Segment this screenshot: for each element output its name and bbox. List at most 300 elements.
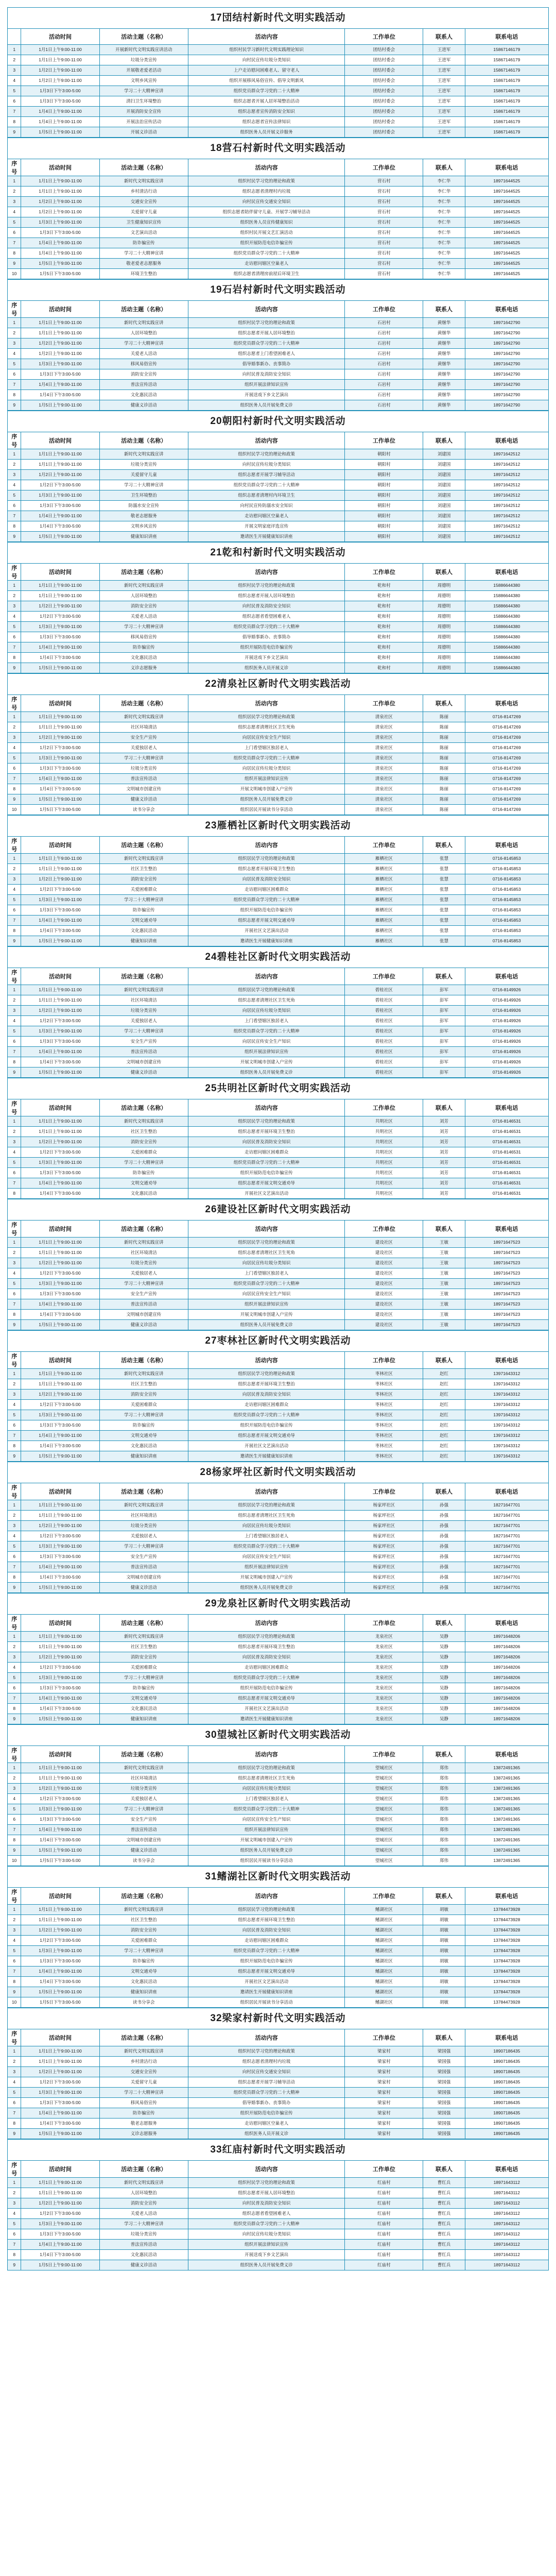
table-row <box>8 217 549 228</box>
cell-contact-person: 周德明 <box>423 663 465 673</box>
cell-activity-content: 向居民宣传垃圾分类知识 <box>188 1784 344 1794</box>
table-row <box>8 1441 549 1451</box>
cell-activity-time: 1月4日上午9:00-11:00 <box>21 107 99 117</box>
cell-row-number: 4 <box>8 1400 21 1410</box>
cell-work-unit: 鳍湖社区 <box>345 1987 423 1997</box>
cell-activity-content: 组织志愿者开展文明交通劝导 <box>188 1693 344 1704</box>
cell-row-number: 9 <box>8 259 21 269</box>
cell-activity-theme: 健康知识讲座 <box>99 936 188 946</box>
activity-section <box>7 1462 549 1593</box>
cell-work-unit: 鳍湖社区 <box>345 1905 423 1915</box>
cell-activity-time: 1月1日上午9:00-11:00 <box>21 176 99 187</box>
cell-contact-phone: 18971644525 <box>465 269 548 279</box>
cell-contact-phone: 0716-8145853 <box>465 854 548 864</box>
cell-activity-time: 1月3日上午9:00-11:00 <box>21 895 99 905</box>
cell-row-number: 2 <box>8 460 21 470</box>
cell-activity-time: 1月4日上午9:00-11:00 <box>21 1825 99 1835</box>
cell-activity-time: 1月4日上午9:00-11:00 <box>21 380 99 390</box>
cell-activity-theme: 学习二十大精神宣讲 <box>99 248 188 259</box>
cell-activity-time: 1月3日下午3:00-5:00 <box>21 96 99 107</box>
cell-row-number: 3 <box>8 733 21 743</box>
cell-activity-content: 组织居民学习党的理论和政策 <box>188 1369 344 1379</box>
cell-activity-theme: 关爱困难群众 <box>99 885 188 895</box>
column-header-work-unit: 工作单位 <box>345 695 423 712</box>
cell-work-unit: 碧桂社区 <box>345 995 423 1006</box>
cell-work-unit: 建设社区 <box>345 1320 423 1330</box>
cell-work-unit: 梁家村 <box>345 2046 423 2057</box>
cell-activity-content: 开展文明城市创建入户宣传 <box>188 1835 344 1845</box>
cell-work-unit: 龙泉社区 <box>345 1714 423 1724</box>
cell-work-unit: 乾和村 <box>345 591 423 601</box>
cell-contact-phone: 13784473928 <box>465 1915 548 1925</box>
column-header-activity-theme: 活动主题（名称） <box>99 1483 188 1500</box>
cell-activity-content: 向村民宣传垃圾分类知识 <box>188 55 344 65</box>
activity-table <box>7 1220 549 1330</box>
cell-activity-theme: 文化惠民活动 <box>99 1441 188 1451</box>
cell-work-unit: 碧桂社区 <box>345 985 423 995</box>
column-header-activity-theme: 活动主题（名称） <box>99 432 188 449</box>
cell-activity-content: 向居民普及消防安全知识 <box>188 874 344 885</box>
cell-activity-content: 组织居民学习党的理论和政策 <box>188 1116 344 1127</box>
cell-activity-theme: 健康义诊活动 <box>99 2260 188 2270</box>
column-header-contact-phone: 联系电话 <box>465 1746 548 1763</box>
table-row <box>8 187 549 197</box>
cell-work-unit: 枣林社区 <box>345 1410 423 1420</box>
cell-contact-phone: 13872491365 <box>465 1794 548 1804</box>
cell-work-unit: 龙泉社区 <box>345 1704 423 1714</box>
table-row <box>8 1279 549 1289</box>
cell-row-number: 4 <box>8 885 21 895</box>
cell-work-unit: 碧桂社区 <box>345 1047 423 1057</box>
cell-activity-theme: 文化惠民活动 <box>99 1977 188 1987</box>
cell-row-number: 4 <box>8 1147 21 1158</box>
cell-contact-person: 孙强 <box>423 1572 465 1583</box>
cell-work-unit: 枣林社区 <box>345 1451 423 1462</box>
column-header-row-number: 序号 <box>8 968 21 985</box>
cell-contact-person: 曹红兵 <box>423 2260 465 2270</box>
cell-contact-person: 梁国强 <box>423 2088 465 2098</box>
cell-work-unit: 清泉社区 <box>345 753 423 764</box>
table-row <box>8 490 549 501</box>
column-header-work-unit: 工作单位 <box>345 837 423 854</box>
cell-row-number: 6 <box>8 1420 21 1431</box>
cell-row-number: 3 <box>8 1925 21 1936</box>
cell-row-number: 9 <box>8 1451 21 1462</box>
cell-contact-phone: 18971642790 <box>465 349 548 359</box>
cell-work-unit: 团结村委会 <box>345 65 423 76</box>
cell-work-unit: 红庙村 <box>345 2240 423 2250</box>
cell-contact-phone: 18971644525 <box>465 238 548 248</box>
cell-row-number: 7 <box>8 2240 21 2250</box>
cell-activity-theme: 社区卫生整治 <box>99 864 188 874</box>
cell-activity-time: 1月2日下午3:00-5:00 <box>21 1016 99 1026</box>
column-header-contact-person: 联系人 <box>423 1221 465 1238</box>
cell-work-unit: 石岩村 <box>345 338 423 349</box>
cell-row-number: 1 <box>8 985 21 995</box>
column-header-activity-content: 活动内容 <box>188 1221 344 1238</box>
cell-row-number: 3 <box>8 1137 21 1147</box>
table-row <box>8 1299 549 1310</box>
table-row <box>8 1289 549 1299</box>
column-header-contact-person: 联系人 <box>423 159 465 176</box>
cell-work-unit: 梁家村 <box>345 2088 423 2098</box>
cell-work-unit: 朝阳村 <box>345 460 423 470</box>
cell-activity-content: 组织村民学习党的理论和政策 <box>188 318 344 328</box>
cell-contact-person: 梁国强 <box>423 2098 465 2108</box>
cell-activity-theme: 消防安全宣传 <box>99 1652 188 1663</box>
cell-activity-time: 1月4日上午9:00-11:00 <box>21 642 99 653</box>
cell-contact-phone: 15867146179 <box>465 96 548 107</box>
cell-work-unit: 枣林社区 <box>345 1379 423 1389</box>
cell-contact-phone: 18271647701 <box>465 1511 548 1521</box>
cell-activity-theme: 社区卫生整治 <box>99 1127 188 1137</box>
column-header-work-unit: 工作单位 <box>345 29 423 45</box>
cell-work-unit: 鳍湖社区 <box>345 1946 423 1956</box>
table-row <box>8 1047 549 1057</box>
cell-row-number: 7 <box>8 238 21 248</box>
cell-activity-content: 开展文明城市创建入户宣传 <box>188 784 344 794</box>
cell-row-number: 9 <box>8 2260 21 2270</box>
cell-contact-person: 陈丽 <box>423 805 465 815</box>
table-header-row <box>8 968 549 985</box>
cell-activity-content: 组织开展防范电信诈骗宣传 <box>188 2108 344 2119</box>
cell-activity-theme: 健康义诊活动 <box>99 794 188 805</box>
cell-activity-time: 1月2日上午9:00-11:00 <box>21 65 99 76</box>
activity-table <box>7 28 549 138</box>
cell-activity-time: 1月2日下午3:00-5:00 <box>21 743 99 753</box>
cell-work-unit: 朝阳村 <box>345 470 423 480</box>
table-row <box>8 1137 549 1147</box>
section-title: 18营石村新时代文明实践活动 <box>7 138 549 159</box>
cell-activity-content: 组织医务人员开展免费义诊 <box>188 1845 344 1856</box>
activity-table <box>7 1099 549 1199</box>
cell-contact-person: 梁国强 <box>423 2067 465 2077</box>
cell-activity-theme: 关爱困难群众 <box>99 1147 188 1158</box>
cell-activity-content: 组织党员群众学习党的二十大精神 <box>188 2219 344 2229</box>
table-row <box>8 1856 549 1866</box>
cell-contact-phone: 18971642512 <box>465 532 548 542</box>
table-row <box>8 1521 549 1531</box>
cell-activity-theme: 垃圾分类宣传 <box>99 1006 188 1016</box>
cell-contact-phone: 18971644525 <box>465 217 548 228</box>
cell-row-number: 1 <box>8 318 21 328</box>
cell-activity-theme: 防诈骗宣传 <box>99 1683 188 1693</box>
cell-contact-phone: 18971643112 <box>465 2188 548 2198</box>
cell-contact-phone: 13872491365 <box>465 1763 548 1773</box>
column-header-activity-theme: 活动主题（名称） <box>99 837 188 854</box>
cell-contact-person: 郑伟 <box>423 1773 465 1784</box>
cell-contact-phone: 13971643312 <box>465 1379 548 1389</box>
cell-contact-phone: 18971642512 <box>465 480 548 490</box>
cell-contact-phone: 15886644380 <box>465 622 548 632</box>
cell-contact-phone: 18971647523 <box>465 1289 548 1299</box>
activity-section <box>7 7 549 138</box>
table-row <box>8 1946 549 1956</box>
cell-work-unit: 营石村 <box>345 217 423 228</box>
cell-activity-theme: 乡村清洁行动 <box>99 187 188 197</box>
cell-activity-theme: 学习二十大精神宣讲 <box>99 338 188 349</box>
cell-work-unit: 朝阳村 <box>345 490 423 501</box>
activity-section <box>7 2139 549 2270</box>
table-row <box>8 1815 549 1825</box>
cell-contact-person: 孙强 <box>423 1500 465 1511</box>
cell-contact-person: 周德明 <box>423 622 465 632</box>
cell-contact-phone: 13784473928 <box>465 1925 548 1936</box>
cell-work-unit: 碧桂社区 <box>345 1026 423 1037</box>
cell-contact-phone: 13872491365 <box>465 1815 548 1825</box>
cell-activity-time: 1月2日上午9:00-11:00 <box>21 1006 99 1016</box>
cell-activity-theme: 学习二十大精神宣讲 <box>99 2219 188 2229</box>
cell-activity-time: 1月1日上午9:00-11:00 <box>21 1248 99 1258</box>
cell-activity-theme: 开展消防安全宣传 <box>99 107 188 117</box>
cell-row-number: 1 <box>8 1763 21 1773</box>
cell-row-number: 3 <box>8 1006 21 1016</box>
cell-work-unit: 营石村 <box>345 269 423 279</box>
cell-activity-theme: 新时代文明实践宣讲 <box>99 2046 188 2057</box>
table-row <box>8 207 549 217</box>
cell-activity-time: 1月3日下午3:00-5:00 <box>21 2229 99 2240</box>
cell-activity-time: 1月4日下午3:00-5:00 <box>21 521 99 532</box>
cell-activity-time: 1月3日下午3:00-5:00 <box>21 1420 99 1431</box>
cell-contact-person: 刘建国 <box>423 521 465 532</box>
cell-activity-time: 1月4日下午3:00-5:00 <box>21 390 99 400</box>
column-header-activity-theme: 活动主题（名称） <box>99 564 188 581</box>
cell-contact-phone: 18971647523 <box>465 1310 548 1320</box>
cell-contact-phone: 18971647523 <box>465 1248 548 1258</box>
cell-activity-time: 1月2日上午9:00-11:00 <box>21 470 99 480</box>
cell-contact-phone: 18971643112 <box>465 2219 548 2229</box>
table-row <box>8 2057 549 2067</box>
cell-activity-time: 1月3日下午3:00-5:00 <box>21 1956 99 1967</box>
table-row <box>8 1956 549 1967</box>
cell-activity-theme: 人居环境整治 <box>99 591 188 601</box>
cell-work-unit: 乾和村 <box>345 653 423 663</box>
cell-contact-phone: 13872491365 <box>465 1825 548 1835</box>
column-header-activity-time: 活动时间 <box>21 2029 99 2046</box>
cell-activity-time: 1月3日下午3:00-5:00 <box>21 1037 99 1047</box>
cell-activity-content: 开展送戏下乡文艺演出 <box>188 2250 344 2260</box>
activity-section <box>7 411 549 542</box>
table-row <box>8 995 549 1006</box>
cell-contact-person: 刘芳 <box>423 1189 465 1199</box>
table-row <box>8 269 549 279</box>
cell-activity-content: 组织村民开展文艺汇演活动 <box>188 228 344 238</box>
cell-activity-time: 1月4日下午3:00-5:00 <box>21 1310 99 1320</box>
cell-activity-time: 1月4日上午9:00-11:00 <box>21 248 99 259</box>
cell-contact-phone: 0716-8146531 <box>465 1189 548 1199</box>
cell-work-unit: 营石村 <box>345 207 423 217</box>
cell-activity-theme: 交通安全宣传 <box>99 197 188 207</box>
column-header-work-unit: 工作单位 <box>345 1352 423 1369</box>
cell-contact-phone: 13872491365 <box>465 1773 548 1784</box>
column-header-row-number: 序号 <box>8 1352 21 1369</box>
cell-activity-time: 1月2日下午3:00-5:00 <box>21 1268 99 1279</box>
column-header-activity-theme: 活动主题（名称） <box>99 159 188 176</box>
cell-contact-phone: 18971644525 <box>465 259 548 269</box>
cell-contact-person: 吴静 <box>423 1642 465 1652</box>
column-header-activity-theme: 活动主题（名称） <box>99 1888 188 1905</box>
cell-work-unit: 枣林社区 <box>345 1400 423 1410</box>
cell-row-number: 7 <box>8 1299 21 1310</box>
column-header-work-unit: 工作单位 <box>345 1746 423 1763</box>
cell-activity-content: 组织党员群众学习党的二十大精神 <box>188 248 344 259</box>
cell-activity-theme: 防诈骗宣传 <box>99 238 188 248</box>
cell-row-number: 6 <box>8 1683 21 1693</box>
column-header-contact-person: 联系人 <box>423 1615 465 1632</box>
cell-work-unit: 龙泉社区 <box>345 1693 423 1704</box>
cell-work-unit: 乾和村 <box>345 663 423 673</box>
cell-contact-person: 彭军 <box>423 995 465 1006</box>
cell-activity-theme: 交通安全宣传 <box>99 2067 188 2077</box>
cell-contact-person: 黄继华 <box>423 369 465 380</box>
cell-row-number: 2 <box>8 864 21 874</box>
cell-work-unit: 团结村委会 <box>345 55 423 65</box>
cell-activity-theme: 人居环境整治 <box>99 2188 188 2198</box>
cell-contact-phone: 18971643112 <box>465 2209 548 2219</box>
cell-row-number: 10 <box>8 269 21 279</box>
column-header-work-unit: 工作单位 <box>345 1615 423 1632</box>
cell-activity-content: 组织居民开展读书分享活动 <box>188 1856 344 1866</box>
cell-contact-phone: 15867146179 <box>465 117 548 127</box>
cell-activity-content: 向村民宣传交通安全知识 <box>188 197 344 207</box>
cell-work-unit: 共明社区 <box>345 1168 423 1178</box>
cell-activity-time: 1月1日上午9:00-11:00 <box>21 328 99 338</box>
column-header-work-unit: 工作单位 <box>345 159 423 176</box>
cell-activity-theme: 卫生环境整治 <box>99 490 188 501</box>
activity-section <box>7 1593 549 1724</box>
cell-row-number: 1 <box>8 1500 21 1511</box>
cell-activity-theme: 防溺水安全宣传 <box>99 501 188 511</box>
cell-activity-time: 1月2日下午3:00-5:00 <box>21 2209 99 2219</box>
cell-activity-content: 组织志愿者开展文明交通劝导 <box>188 916 344 926</box>
cell-contact-phone: 0716-8146531 <box>465 1127 548 1137</box>
cell-contact-person: 梁国强 <box>423 2108 465 2119</box>
cell-activity-theme: 开展法治宣传活动 <box>99 117 188 127</box>
cell-activity-theme: 新时代文明实践宣讲 <box>99 581 188 591</box>
table-row <box>8 1189 549 1199</box>
table-row <box>8 1773 549 1784</box>
cell-activity-theme: 垃圾分类宣传 <box>99 2229 188 2240</box>
cell-row-number: 6 <box>8 2098 21 2108</box>
cell-activity-time: 1月3日上午9:00-11:00 <box>21 2219 99 2229</box>
section-title: 25共明社区新时代文明实践活动 <box>7 1078 549 1099</box>
cell-activity-content: 组织居民开展读书分享活动 <box>188 805 344 815</box>
cell-row-number: 2 <box>8 995 21 1006</box>
cell-activity-content: 组织党员群众学习党的二十大精神 <box>188 1804 344 1815</box>
column-header-activity-content: 活动内容 <box>188 1615 344 1632</box>
cell-activity-time: 1月4日下午3:00-5:00 <box>21 1441 99 1451</box>
cell-activity-content: 组织开展移风易俗宣传、倡导文明新风 <box>188 76 344 86</box>
column-header-row-number: 序号 <box>8 1615 21 1632</box>
cell-activity-content: 向村民宣传垃圾分类知识 <box>188 460 344 470</box>
cell-contact-phone: 18271647701 <box>465 1500 548 1511</box>
cell-contact-phone: 15867146179 <box>465 86 548 96</box>
cell-contact-phone: 18971648206 <box>465 1652 548 1663</box>
table-row <box>8 107 549 117</box>
cell-row-number: 7 <box>8 1562 21 1572</box>
table-row <box>8 722 549 733</box>
cell-activity-time: 1月4日下午3:00-5:00 <box>21 1189 99 1199</box>
cell-activity-time: 1月5日下午3:00-5:00 <box>21 269 99 279</box>
cell-activity-content: 邀请医生开展健康知识讲座 <box>188 1714 344 1724</box>
cell-activity-content: 组织党员群众学习党的二十大精神 <box>188 753 344 764</box>
cell-work-unit: 雁栖社区 <box>345 864 423 874</box>
table-header-row <box>8 29 549 45</box>
table-row <box>8 612 549 622</box>
cell-activity-time: 1月2日上午9:00-11:00 <box>21 2067 99 2077</box>
column-header-activity-time: 活动时间 <box>21 2161 99 2178</box>
cell-contact-person: 曹红兵 <box>423 2209 465 2219</box>
cell-activity-content: 开展社区文艺演出活动 <box>188 1441 344 1451</box>
cell-activity-content: 组织医务人员开展免费义诊 <box>188 794 344 805</box>
cell-contact-person: 赵红 <box>423 1379 465 1389</box>
table-row <box>8 1714 549 1724</box>
activity-section <box>7 2008 549 2139</box>
column-header-activity-content: 活动内容 <box>188 2029 344 2046</box>
cell-contact-person: 王进军 <box>423 65 465 76</box>
cell-row-number: 6 <box>8 905 21 916</box>
cell-activity-time: 1月2日上午9:00-11:00 <box>21 338 99 349</box>
cell-contact-person: 赵红 <box>423 1410 465 1420</box>
column-header-contact-person: 联系人 <box>423 837 465 854</box>
cell-contact-phone: 0716-8149926 <box>465 1016 548 1026</box>
cell-work-unit: 雁栖社区 <box>345 874 423 885</box>
cell-row-number: 6 <box>8 1037 21 1047</box>
cell-row-number: 1 <box>8 2046 21 2057</box>
cell-work-unit: 团结村委会 <box>345 76 423 86</box>
cell-contact-phone: 13872491365 <box>465 1845 548 1856</box>
table-row <box>8 460 549 470</box>
table-row <box>8 1006 549 1016</box>
cell-activity-theme: 关爱独居老人 <box>99 1016 188 1026</box>
cell-contact-phone: 18971642790 <box>465 380 548 390</box>
section-title: 23雁栖社区新时代文明实践活动 <box>7 815 549 836</box>
table-row <box>8 1693 549 1704</box>
cell-activity-theme: 读书分享会 <box>99 805 188 815</box>
cell-activity-theme: 文化惠民活动 <box>99 390 188 400</box>
cell-activity-content: 上门看望辖区独居老人 <box>188 1531 344 1541</box>
column-header-contact-person: 联系人 <box>423 2161 465 2178</box>
cell-activity-content: 组织志愿者开展环境卫生整治 <box>188 1915 344 1925</box>
cell-activity-theme: 新时代文明实践宣讲 <box>99 1369 188 1379</box>
cell-contact-person: 张慧 <box>423 905 465 916</box>
cell-activity-time: 1月3日下午3:00-5:00 <box>21 1168 99 1178</box>
table-row <box>8 1541 549 1552</box>
table-row <box>8 238 549 248</box>
cell-work-unit: 梁家村 <box>345 2057 423 2067</box>
cell-work-unit: 碧桂社区 <box>345 1016 423 1026</box>
cell-activity-time: 1月4日下午3:00-5:00 <box>21 2250 99 2260</box>
cell-row-number: 7 <box>8 107 21 117</box>
table-row <box>8 916 549 926</box>
cell-activity-content: 组织开展法律知识宣传 <box>188 1562 344 1572</box>
table-row <box>8 1794 549 1804</box>
cell-activity-theme: 学习二十大精神宣讲 <box>99 1946 188 1956</box>
cell-row-number: 8 <box>8 521 21 532</box>
cell-activity-time: 1月2日下午3:00-5:00 <box>21 1147 99 1158</box>
cell-work-unit: 梁家村 <box>345 2098 423 2108</box>
cell-row-number: 6 <box>8 1552 21 1562</box>
table-row <box>8 2108 549 2119</box>
cell-row-number: 8 <box>8 1977 21 1987</box>
cell-contact-phone: 13971643312 <box>465 1451 548 1462</box>
cell-contact-person: 赵红 <box>423 1420 465 1431</box>
cell-activity-theme: 关爱留守儿童 <box>99 470 188 480</box>
cell-activity-content: 开展文明城市创建入户宣传 <box>188 1057 344 1067</box>
cell-contact-person: 张慧 <box>423 885 465 895</box>
cell-row-number: 5 <box>8 2219 21 2229</box>
cell-activity-content: 开展文明家庭评选宣传 <box>188 521 344 532</box>
